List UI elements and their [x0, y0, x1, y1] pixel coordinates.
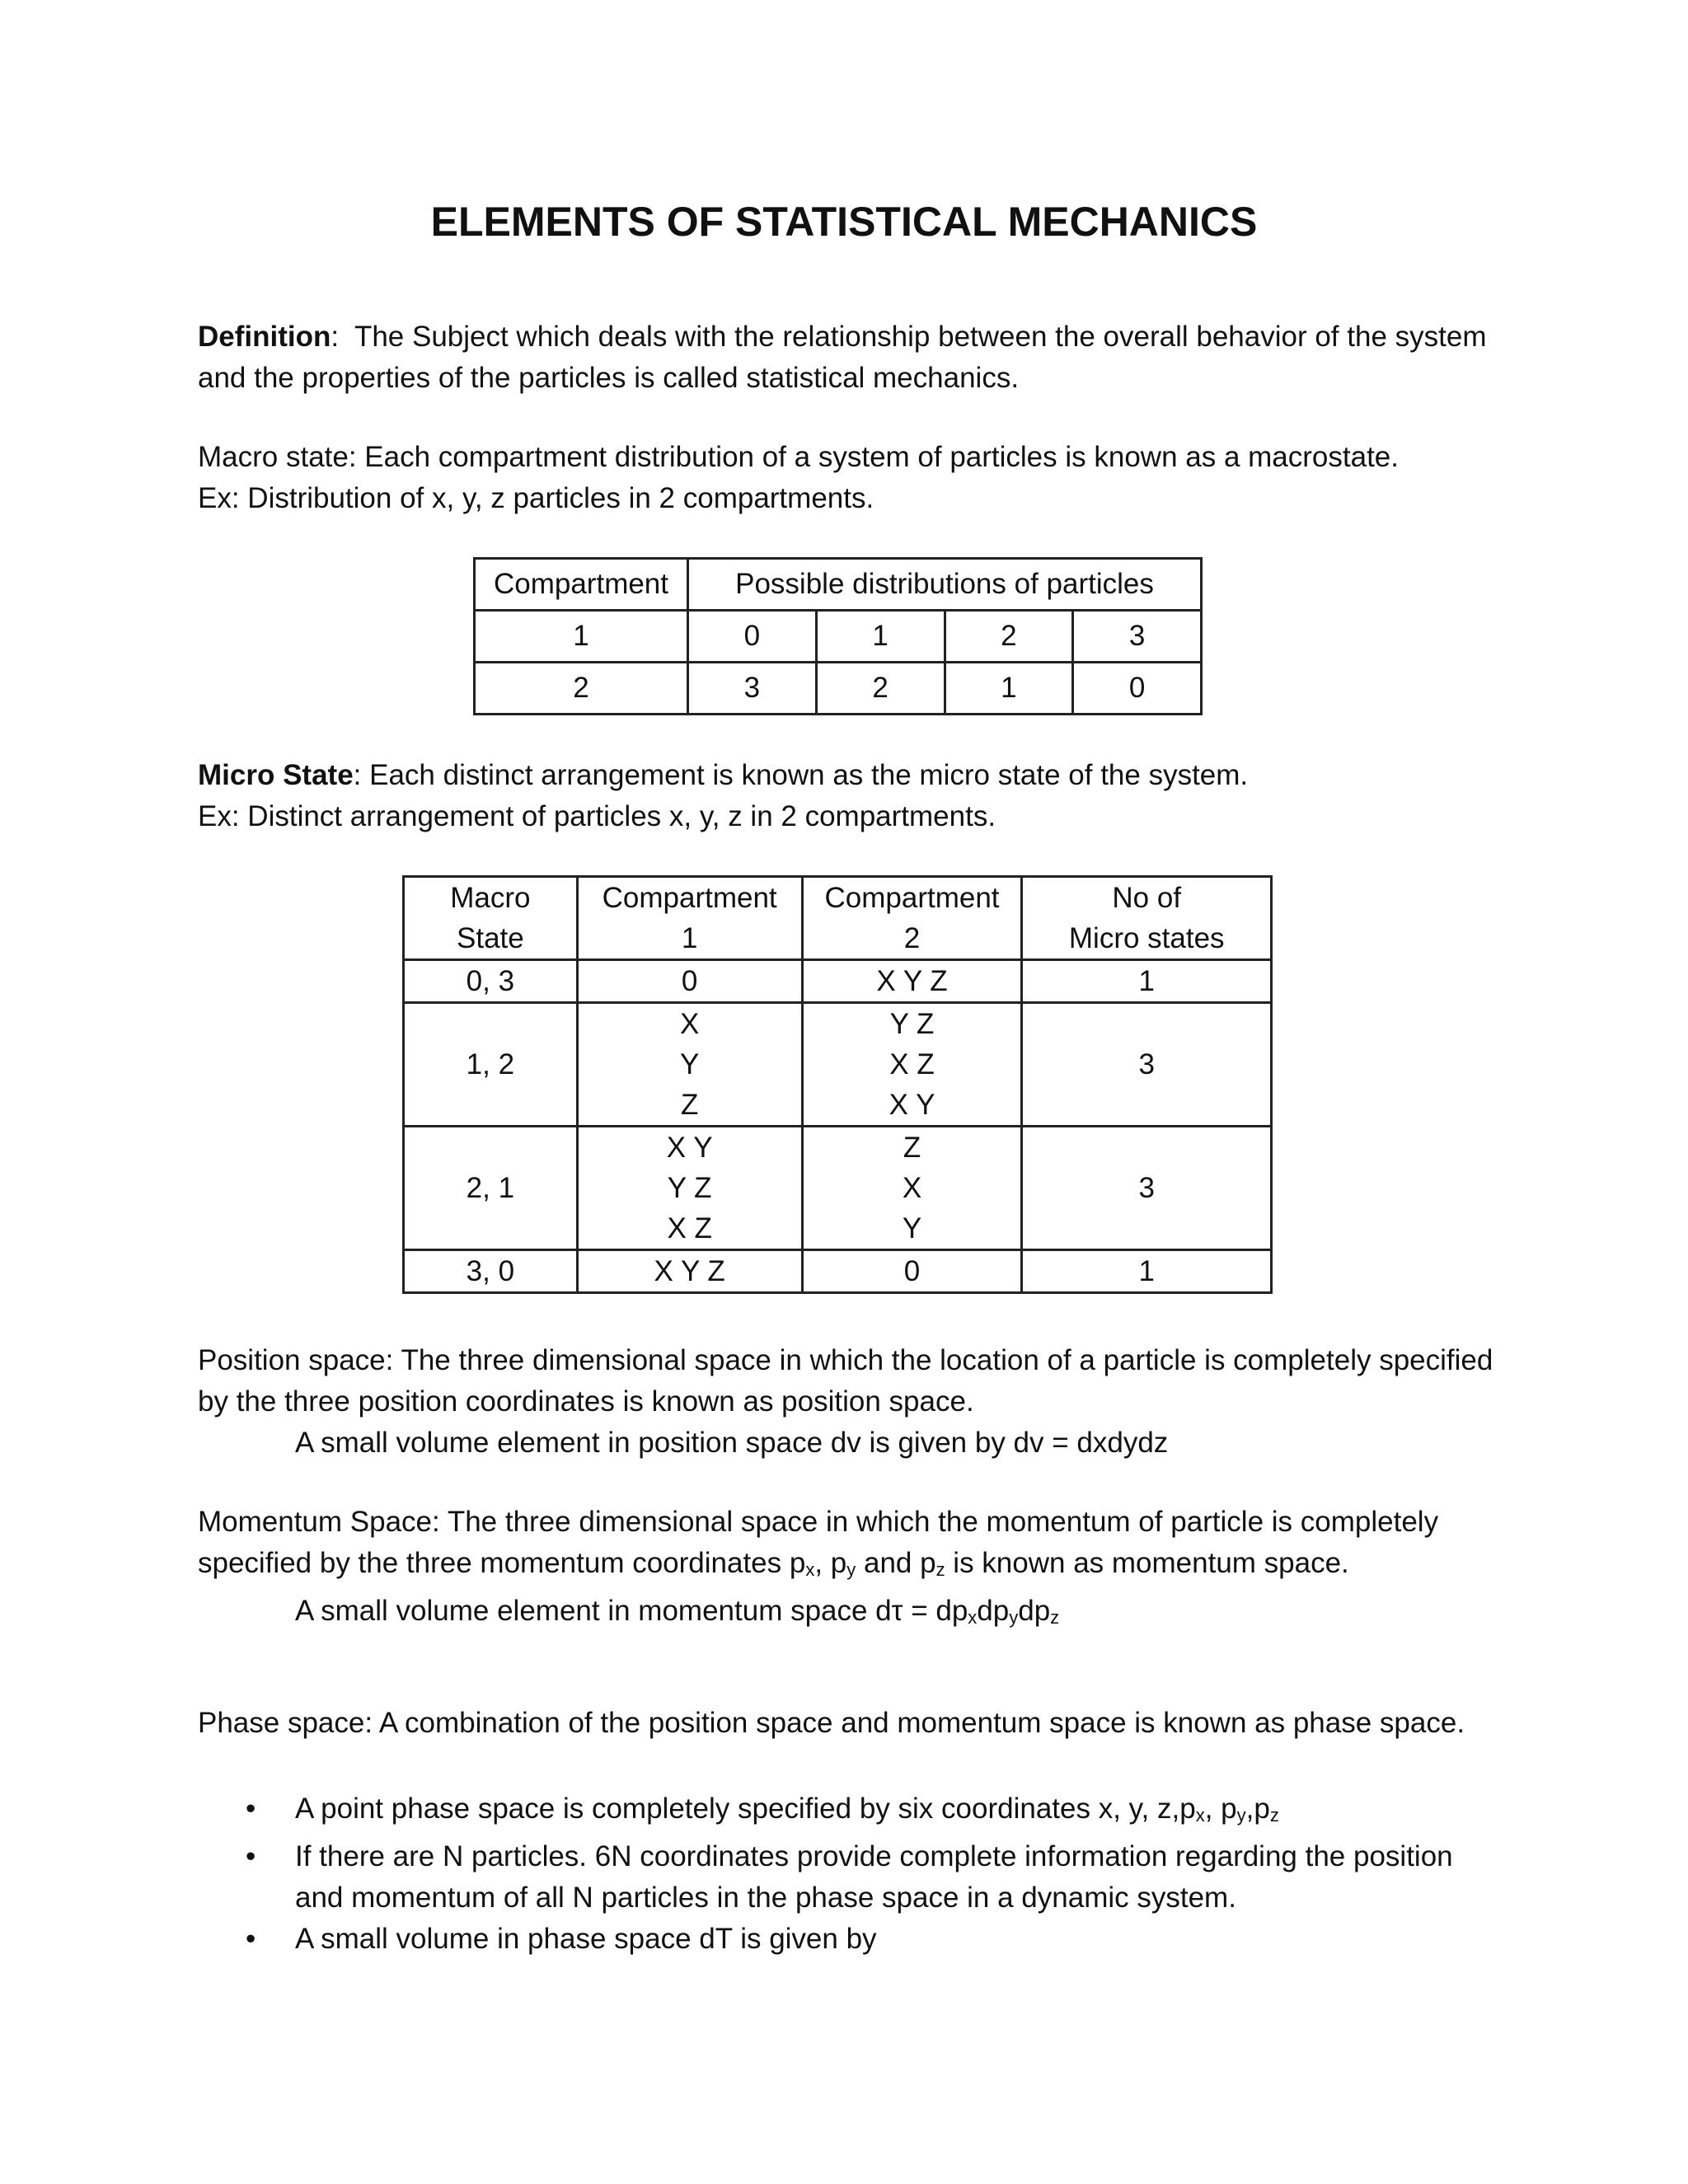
- macro-state-text: Macro state: Each compartment distribution of a system of particles is known as a macrostate.: [198, 441, 1399, 473]
- table-row: [404, 1250, 1272, 1293]
- cell-count: 1: [1022, 1250, 1272, 1293]
- table-cell: 1: [945, 663, 1073, 715]
- distribution-table: [473, 557, 1203, 715]
- cell-macro-state: 0, 3: [404, 960, 578, 1003]
- cell-macro-state: 3, 0: [404, 1250, 578, 1293]
- cell-count: 3: [1022, 1127, 1272, 1250]
- cell-compartment: 1: [475, 611, 688, 663]
- table-row: [475, 611, 1202, 663]
- macro-state-paragraph: [198, 437, 1500, 519]
- cell-compartment-1: X Y Y Z X Z: [577, 1127, 802, 1250]
- position-space-paragraph: [198, 1340, 1500, 1464]
- micro-state-table: [402, 875, 1273, 1294]
- micro-state-label: Micro State: [198, 759, 354, 791]
- cell-compartment-1: 0: [577, 960, 802, 1003]
- cell-compartment-1: X Y Z: [577, 1003, 802, 1127]
- table-row: [404, 1127, 1272, 1250]
- cell-count: 3: [1022, 1003, 1272, 1127]
- phase-space-text: Phase space: A combination of the position space and momentum space is known as phase space.: [198, 1707, 1465, 1739]
- cell-compartment-2: Z X Y: [802, 1127, 1022, 1250]
- position-space-text: Position space: The three dimensional space in which the location of a particle is completely specified by the three position coordinates is known as position space.: [198, 1344, 1493, 1418]
- table-cell: 2: [816, 663, 945, 715]
- definition-text: The Subject which deals with the relationship between the overall behavior of the system and the properties of the particles is called statistical mechanics.: [198, 321, 1487, 394]
- bullet-icon: •: [246, 1793, 256, 1825]
- table-cell: 3: [1073, 611, 1202, 663]
- header-compartment-2: Compartment 2: [802, 877, 1022, 960]
- header-distributions: Possible distributions of particles: [688, 559, 1202, 611]
- table-cell: 1: [816, 611, 945, 663]
- cell-macro-state: 1, 2: [404, 1003, 578, 1127]
- phase-space-bullets: [198, 1788, 1484, 1960]
- cell-compartment: 2: [475, 663, 688, 715]
- micro-state-sep: :: [353, 759, 362, 791]
- momentum-space-paragraph: [198, 1502, 1500, 1638]
- table-cell: 0: [1073, 663, 1202, 715]
- momentum-space-volume: A small volume element in momentum space $d\tau = dp_xdp_ydp_z$: [295, 1595, 1060, 1628]
- header-compartment: Compartment: [475, 559, 688, 611]
- micro-state-text: Each distinct arrangement is known as the micro state of the system.: [369, 759, 1249, 791]
- micro-state-paragraph: [198, 755, 1500, 837]
- definition-paragraph: [198, 316, 1500, 399]
- cell-compartment-1: X Y Z: [577, 1250, 802, 1293]
- cell-compartment-2: 0: [802, 1250, 1022, 1293]
- phase-space-paragraph: [198, 1703, 1500, 1744]
- list-item: • A point phase space is completely specified by six coordinates x, y, $z,p_x$, $p_y,p_z$: [198, 1788, 1484, 1836]
- table-cell: 2: [945, 611, 1073, 663]
- header-compartment-1: Compartment 1: [577, 877, 802, 960]
- list-item: • If there are N particles. 6N coordinates provide complete information regarding the position and momentum of all N particles in the phase space in a dynamic system.: [198, 1836, 1484, 1919]
- cell-macro-state: 2, 1: [404, 1127, 578, 1250]
- table-row: [404, 1003, 1272, 1127]
- cell-compartment-2: Y Z X Z X Y: [802, 1003, 1022, 1127]
- table-header-row: [404, 877, 1272, 960]
- table-cell: 3: [688, 663, 817, 715]
- definition-sep: :: [331, 321, 340, 353]
- table-row: [475, 663, 1202, 715]
- position-space-volume: A small volume element in position space dv is given by dv = dxdydz: [295, 1427, 1169, 1459]
- table-cell: 0: [688, 611, 817, 663]
- bullet-icon: •: [246, 1923, 256, 1955]
- macro-state-example: Ex: Distribution of x, y, z particles in 2 compartments.: [198, 482, 874, 514]
- list-item: • A small volume in phase space dT is given by: [198, 1919, 1484, 1960]
- bullet-icon: •: [246, 1840, 256, 1872]
- cell-compartment-2: X Y Z: [802, 960, 1022, 1003]
- table-header-row: [475, 559, 1202, 611]
- page-title: ELEMENTS OF STATISTICAL MECHANICS: [430, 199, 1258, 245]
- micro-state-example: Ex: Distinct arrangement of particles x, y, z in 2 compartments.: [198, 800, 996, 832]
- cell-count: 1: [1022, 960, 1272, 1003]
- momentum-space-text: Momentum Space: The three dimensional space in which the momentum of particle is completely specified by the three momentum coordinates $p_x$, $p_y$ and $p_z$ is known as momentum space.: [198, 1506, 1439, 1580]
- header-macro-state: Macro State: [404, 877, 578, 960]
- table-row: [404, 960, 1272, 1003]
- definition-label: Definition: [198, 321, 331, 353]
- header-micro-state-count: No of Micro states: [1022, 877, 1272, 960]
